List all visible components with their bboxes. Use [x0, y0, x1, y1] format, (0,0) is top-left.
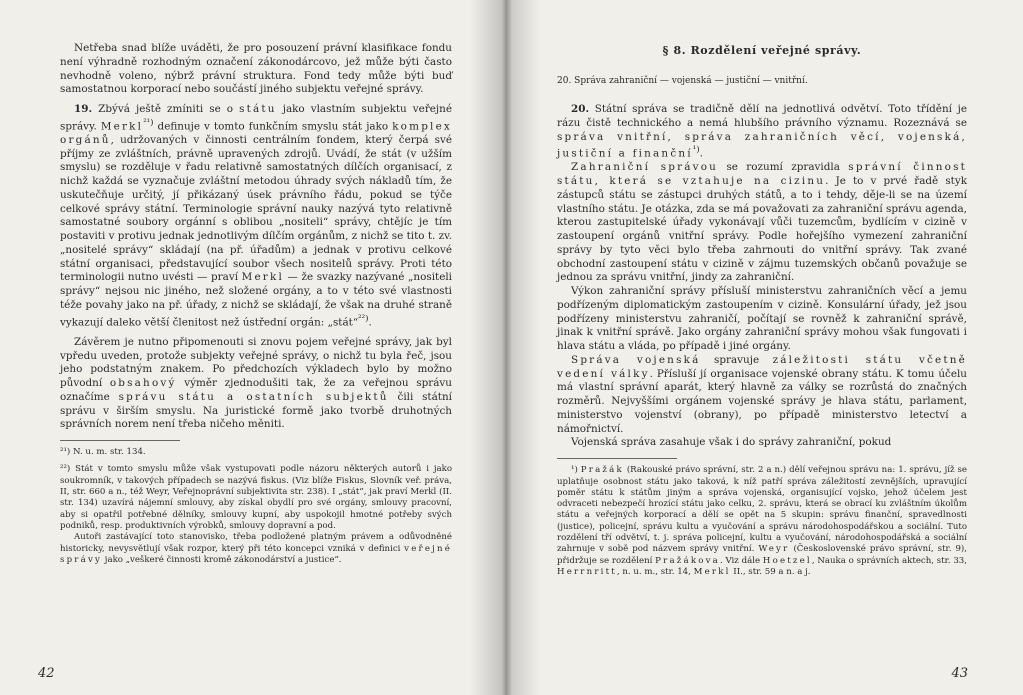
right-text-column: [557, 40, 967, 578]
author-name: Merkl: [100, 120, 144, 133]
right-page: [505, 0, 1023, 695]
left-text-column: [60, 42, 452, 566]
page-number-right: 43: [951, 666, 968, 681]
author-name: Merkl: [241, 271, 284, 284]
paragraph-19-state: 19. Zbývá ještě zmíniti se o státu jako vlastním subjektu veřejné správy. Merkl$^{^{21})}$ definuje v tomto funkčním smyslu stát jako komplex orgánů, udržovaných v činnosti centrálním fondem, který čerpá své příjmy ze zvláštních, právně upravených zdrojů. Uvádí, že stát (v užším smyslu) se rozděluje v řadu relativně samostatných dílčích organisací, z nichž každá se vyznačuje zvláštní metodou úhrady svých nákladů tím, že uskutečňuje určitý, jí přikázaný úsek právního řádu, pokud se týče celkové správy státní. Terminologie správní nauky nazývá tyto relativně samostatné soubory orgánní s oblibou „nositeli“ správy, chtějíc je tím postaviti v protivu jednak jednotlivým dílčím orgánům, z nichž se tito t. zv. „nositelé správy“ skládají (na př. úřadům) a jednak v protivu celkové státní organisaci, představující soubor všech nositelů správy. Proti této terminologii nutno uvésti — praví Merkl — že svazky nazývané „nositeli správy“ nejsou nic jiného, než složené orgány, a to v této své vlastnosti téže povahy jako na př. úřady, z nichž se skládají, že však na druhé straně vykazují daleko větší členitost než ústřední orgán: „stát“$^{^{22})}$.: [60, 103, 453, 329]
footnote-ref: ²¹): [143, 117, 154, 128]
paragraph-foreign-execution: Výkon zahraniční správy přísluší ministerstvu zahraničních věcí a jemu podřízeným diplomatickým zastoupením v cizině. Konsulární úřady, jež jsou podřízeny ministerstvu zahraničí, počítají se rovněž k zahraniční správě, jinak k vnitřní správě. Jako orgány zahraniční správy mohou však fungovati i hlava státu a vláda, po případě i jiné orgány.: [557, 285, 967, 353]
section-title: § 8. Rozdělení veřejné správy.: [662, 44, 862, 57]
paragraph-fund-classification: Netřeba snad blíže uváděti, že pro posouzení právní klasifikace fondu není výhradně rozhodným označení zákonodárcovo, jež může býti často nevhodně voleno, nýbrž právní struktura. Fond tedy může býti buď samostatnou korporací nebo součástí jiného subjektu veřejné správy.: [60, 42, 452, 96]
paragraph-number: 20.: [571, 103, 590, 115]
page-number-left: 42: [38, 666, 55, 681]
paragraph-foreign-administration: Zahraniční správou se rozumí zpravidla správní činnost státu, která se vztahuje na cizinu. Je to v prvé řadě styk zástupců státu se zástupci druhých států, a to i tehdy, děje-li se na území vlastního státu. Je otázka, zda se má považovati za zahraniční správu agenda, kterou zastupitelské úřady vykonávají vůči tuzemcům, bydlícím v cizině v zastoupení orgánů vnitřní správy. Podle hořejšího vymezení zahraniční správy by tyto věci bylo třeba zahrnouti do vnitřní správy. Tak zvané obchodní zastoupení státu v cizině v zájmu tuzemských občanů považuje se jednou za správu vnitřní, jindy za zahraniční.: [557, 161, 967, 284]
footnote-22: ²²) Stát v tomto smyslu může však vystupovati podle názoru některých autorů i jako soukromník, v takových případech se nazývá fiskus. (Viz blíže Fiskus, Slovník veř. práva, II, str. 660 a n., též Weyr, Veřejnoprávní subjektivita str. 238). I „stát“, jak praví Merkl (II. str. 134) uzavírá nájemní smlouvy, aby získal obydlí pro své orgány, smlouvy pracovní, aby si opatřil potřebné dělníky, smlouvy kupní, aby uspokojil hmotné potřeby svých podniků, resp. produktivních výrobků, smlouvy dopravní a pod.: [60, 464, 452, 531]
footnote-ref: ¹): [692, 145, 700, 156]
paragraph-conclusion: Závěrem je nutno připomenouti si znovu pojem veřejné správy, jak byl vpředu uveden, protože subjekty veřejné správy, o nichž tu byla řeč, jsou jeho podstatným znakem. Po předchozích výkladech bylo by možno původní obsahový výměr zjednodušiti tak, že za veřejnou správu označíme správu státu a ostatních subjektů čili státní správu v širším smyslu. Na juristické formě jako tvorbě druhotných správních norem není třeba ničeho měniti.: [60, 335, 452, 431]
left-page: [0, 0, 505, 695]
footnote-ref: ²²): [358, 313, 369, 324]
right-footnotes: [557, 465, 967, 578]
footnote-divider: [557, 458, 677, 459]
paragraph-number: 19.: [74, 103, 93, 115]
paragraph-military-administration: Správa vojenská spravuje záležitosti státu včetně vedení války. Přísluší jí organisace vojenské obrany státu. K tomu účelu má vlastní správní aparát, který hlavně za války se rozrůstá do značných rozměrů. Nejvyššími orgánem vojenské správy je hlava státu, parlament, ministerstvo vojenství (obrany), po případě ministerstvo letectví a námořnictví.: [557, 353, 968, 435]
section-subtitle: 20. Správa zahraniční — vojenská — justiční — vnitřní.: [557, 76, 808, 86]
footnote-22-continuation: Autoři zastávající toto stanovisko, třeba podložené platným právem a odůvodněné historicky, nevysvětlují však rozpor, který při této koncepci vzniká v definici veřejné správy jako „veškeré činnosti kromě zákonodárství a justice“.: [60, 532, 452, 565]
paragraph-military-overlap: Vojenská správa zasahuje však i do správy zahraniční, pokud: [571, 436, 892, 449]
left-body-text: [60, 42, 452, 432]
paragraph-20-branches: 20. Státní správa se tradičně dělí na jednotlivá odvětví. Toto třídění je rázu čistě technického a nemá hlubšího právního významu. Rozeznává se správa vnitřní, správa zahraničních věcí, vojenská, justiční a finanční$^{^1)}$.: [557, 103, 967, 160]
right-body-text: [557, 103, 967, 450]
footnote-21: ²¹) N. u. m. str. 134.: [60, 447, 146, 458]
left-footnotes: [60, 447, 452, 566]
footnote-1: ¹) Pražák (Rakouské právo správní, str. 2 a n.) dělí veřejnou správu na: 1. správu, jíž se uplatňuje osobnost státu jako taková, k níž patří správa záležitostí zevnějších, upravující poměr státu k státům jiným a správa vojenská, organisující vojsko, jehož účelem jest odvraceti nebezpečí hrozící státu jako celku, 2. správu, která se obrací ku zvláštním úkolům státu a veřejných korporací a dělí se opět na 5 skupin: správu finanční, spravedlnosti (justice), policejní, správu kultu a vyučování a správu národohospodářskou a sociální. Tuto rozdělení tří odvětví, t. j. správa policejní, kultu a vyučování, národohospodářská a sociální zahrnuje v sobě pod názvem správy vnitřní. Weyr (Československé právo správní, str. 9), přidržuje se rozdělení Pražákova. Viz dále Hoetzel, Nauka o správních aktech, str. 33, Herrnritt, n. u. m., str. 14, Merkl II., str. 59 a n. a j.: [557, 465, 968, 577]
footnote-divider: [60, 440, 180, 441]
